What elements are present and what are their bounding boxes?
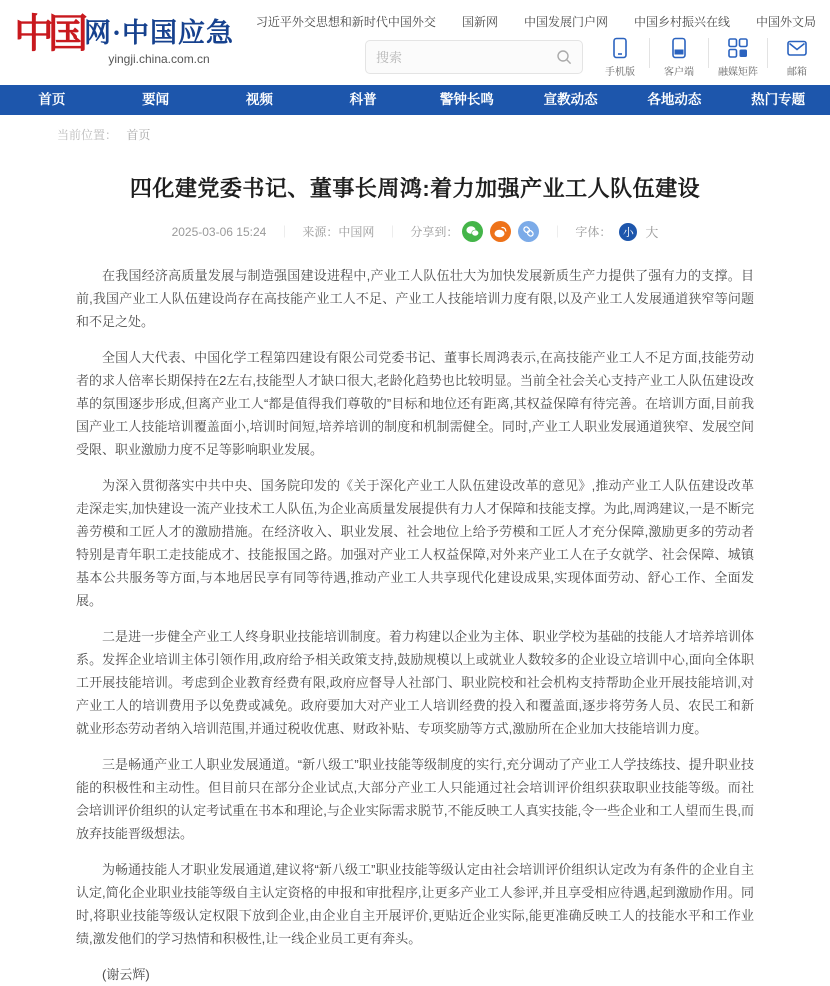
breadcrumb-label: 当前位置： xyxy=(57,128,118,142)
quick-actions xyxy=(597,36,820,78)
top-link-xi-diplomacy[interactable]: 习近平外交思想和新时代中国外交 xyxy=(255,15,436,29)
quick-action-label: 融媒矩阵 xyxy=(718,67,758,78)
article-paragraph: 全国人大代表、中国化学工程第四建设有限公司党委书记、董事长周鸿表示,在高技能产业工人不足方面,技能劳动者的求人倍率长期保持在2左右,技能型人才缺口很大,老龄化趋势也比较明显。当前全社会关心支持产业工人队伍建设改革的氛围逐步形成,但离产业工人“都是值得我们尊敬的”目标和地位还有距离,其权益保障有待完善。在培训方面,目前我国产业工人技能培训覆盖面小,培训时间短,培养培训的制度和机制需健全。同时,产业工人职业发展通道狭窄、发展空间受限、职业激励力度不足等影响职业发展。 xyxy=(76,350,754,457)
article-paragraph: 为深入贯彻落实中共中央、国务院印发的《关于深化产业工人队伍建设改革的意见》,推动产业工人队伍建设改革走深走实,加快建设一流产业技术工人队伍,为企业高质量发展提供有力人才保障和技能支撑。为此,周鸿建议,一是不断完善劳模和工匠人才的激励措施。在经济收入、职业发展、社会地位上给予劳模和工匠人才充分保障,激励更多的劳动者特别是青年职工走技能成才、技能报国之路。加强对产业工人权益保障,对外来产业工人在子女就学、社会保障、城镇基本公共服务等方面,与本地居民享有同等待遇,推动产业工人共享现代化建设成果,实现体面劳动、舒心工作、全面发展。 xyxy=(76,478,754,608)
top-links xyxy=(256,13,816,30)
divider: ｜ xyxy=(386,225,399,239)
wechat-icon xyxy=(466,226,479,237)
share-link-button[interactable] xyxy=(518,221,539,242)
main-nav xyxy=(0,85,830,115)
share-label: 分享到： xyxy=(410,225,459,239)
nav-item-video[interactable]: 视频 xyxy=(245,92,273,107)
nav-item-science[interactable]: 科普 xyxy=(349,92,377,107)
divider xyxy=(708,38,709,68)
weibo-icon xyxy=(494,226,507,238)
breadcrumb xyxy=(0,115,830,143)
share-weibo-button[interactable] xyxy=(490,221,511,242)
mail-icon xyxy=(785,36,809,60)
article xyxy=(76,172,754,986)
top-link-rural-revitalization[interactable]: 中国乡村振兴在线 xyxy=(633,15,730,29)
share-wechat-button[interactable] xyxy=(462,221,483,242)
quick-action-label: 邮箱 xyxy=(787,67,807,78)
search-box[interactable] xyxy=(365,40,583,74)
font-size-label: 字体： xyxy=(575,225,612,239)
article-title: 四化建党委书记、董事长周鸿:着力加强产业工人队伍建设 xyxy=(129,176,701,201)
article-paragraph: 二是进一步健全产业工人终身职业技能培训制度。着力构建以企业为主体、职业学校为基础的技能人才培养培训体系。发挥企业培训主体引领作用,政府给予相关政策支持,鼓励规模以上或就业人数较多的企业设立培训中心,面向全体职工开展技能培训。考虑到企业教育经费有限,政府应督导人社部门、职业院校和社会机构支持帮助企业开展技能培训,对产业工人的培训费用予以免费或减免。政府要加大对产业工人培训经费的投入和覆盖面,逐步将劳务人员、农民工和新就业形态劳动者纳入培训范围,并通过税收优惠、财政补贴、专项奖励等方式,激励所在企业加大技能培训力度。 xyxy=(76,629,754,736)
divider xyxy=(649,38,650,68)
mobile-icon xyxy=(608,36,632,60)
nav-item-alarm-bell[interactable]: 警钟长鸣 xyxy=(439,92,494,107)
nav-item-education[interactable]: 宣教动态 xyxy=(543,92,598,107)
divider xyxy=(767,38,768,68)
site-header xyxy=(0,0,830,85)
site-logo[interactable] xyxy=(14,8,234,66)
divider: ｜ xyxy=(278,225,291,239)
mailbox-button[interactable] xyxy=(774,36,820,78)
nav-item-home[interactable]: 首页 xyxy=(38,92,66,107)
mobile-version-button[interactable] xyxy=(597,36,643,78)
nav-item-hot-topics[interactable]: 热门专题 xyxy=(751,92,806,107)
search-row xyxy=(365,36,820,78)
top-link-guoxinwang[interactable]: 国新网 xyxy=(461,15,498,29)
article-signature: (谢云辉) xyxy=(102,967,150,982)
breadcrumb-home-link[interactable]: 首页 xyxy=(126,128,151,142)
divider: ｜ xyxy=(551,225,564,239)
nav-item-news[interactable]: 要闻 xyxy=(142,92,170,107)
top-link-cicg[interactable]: 中国外文局 xyxy=(755,15,816,29)
logo-emblem-icon: 中国 xyxy=(14,11,82,56)
article-source: 来源：中国网 xyxy=(302,225,375,239)
logo-text xyxy=(84,8,234,66)
search-input[interactable] xyxy=(376,50,556,65)
nav-item-local[interactable]: 各地动态 xyxy=(647,92,702,107)
font-small-button[interactable]: 小 xyxy=(619,223,637,241)
font-large-button[interactable]: 大 xyxy=(645,225,659,240)
article-datetime: 2025-03-06 15:24 xyxy=(171,224,267,239)
top-link-china-dev-gateway[interactable]: 中国发展门户网 xyxy=(523,15,608,29)
article-paragraph: 三是畅通产业工人职业发展通道。“新八级工”职业技能等级制度的实行,充分调动了产业工人学技练技、提升职业技能的积极性和主动性。但目前只在部分企业试点,大部分产业工人只能通过社会培训评价组织获取职业技能等级。而社会培训评价组织的认定考试重在书本和理论,与企业实际需求脱节,不能反映工人真实技能,令一些企业和工人望而生畏,而放弃技能晋级想法。 xyxy=(76,757,754,841)
site-domain: yingji.china.com.cn xyxy=(108,52,210,66)
quick-action-label: 手机版 xyxy=(605,67,635,78)
share-buttons xyxy=(462,221,539,242)
search-icon[interactable] xyxy=(556,49,572,65)
media-matrix-button[interactable] xyxy=(715,36,761,78)
link-icon xyxy=(522,225,535,238)
article-meta xyxy=(76,221,754,242)
article-paragraph: 为畅通技能人才职业发展通道,建议将“新八级工”职业技能等级认定由社会培训评价组织认定改为有条件的企业自主认定,简化企业职业技能等级自主认定资格的申报和审批程序,让更多产业工人参评,并且享受相应待遇,起到激励作用。同时,将职业技能等级认定权限下放到企业,由企业自主开展评价,更贴近企业实际,能更准确反映工人的技能水平和工作业绩,激发他们的学习热情和积极性,让一线企业员工更有奔头。 xyxy=(76,862,754,946)
grid-icon xyxy=(726,36,750,60)
article-paragraph: 在我国经济高质量发展与制造强国建设进程中,产业工人队伍壮大为加快发展新质生产力提供了强有力的支撑。目前,我国产业工人队伍建设尚存在高技能产业工人不足、产业工人技能培训力度有限,以及产业工人发展通道狭窄等问题和不足之处。 xyxy=(76,268,754,329)
app-icon xyxy=(667,36,691,60)
article-body xyxy=(76,264,754,986)
site-name: 网·中国应急 xyxy=(84,18,235,48)
font-size-controls xyxy=(575,222,658,241)
app-client-button[interactable] xyxy=(656,36,702,78)
quick-action-label: 客户端 xyxy=(664,67,694,78)
